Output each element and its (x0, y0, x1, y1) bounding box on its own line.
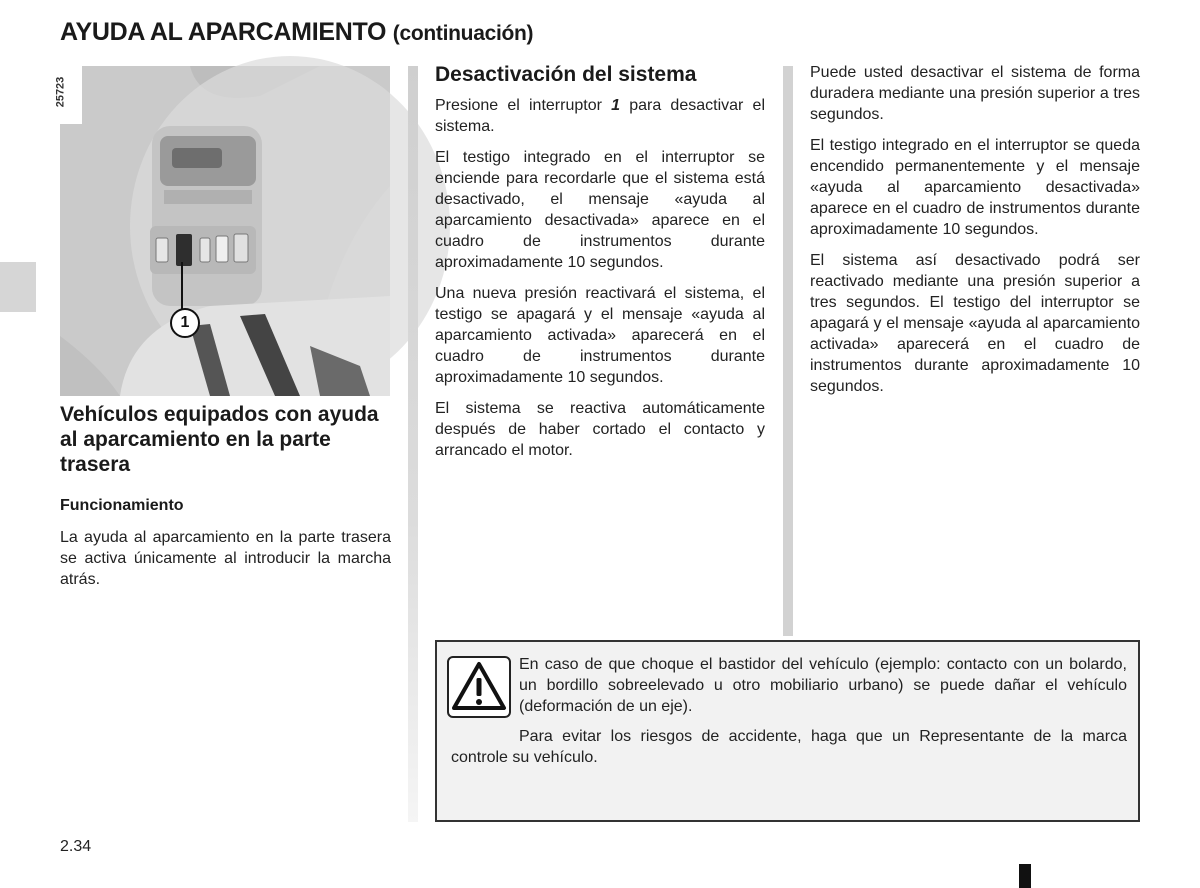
middle-column (435, 62, 765, 471)
page-number: 2.34 (60, 838, 92, 855)
paragraph-deactivation-3: Una nueva presión reactivará el sistema, el testigo se apagará y el mensaje «ayuda al aparcamiento activada» aparecerá en el cuadro de instrumentos durante aproximadamente 10 segundos. (435, 285, 765, 386)
page-title (60, 18, 533, 47)
column-divider (783, 66, 793, 636)
section-heading-rear-parking: Vehículos equipados con ayuda al aparcamiento en la parte trasera (60, 403, 379, 476)
paragraph-deactivation-1: Presione el interruptor 1 para desactivar el sistema. (435, 97, 765, 135)
subheading-funcionamiento: Funcionamiento (60, 497, 184, 514)
page-title-main: AYUDA AL APARCAMIENTO (60, 18, 387, 46)
left-column (60, 402, 391, 600)
paragraph-permanent-2: El testigo integrado en el interruptor se queda encendido permanentemente y el mensaje «ayuda al aparcamiento desactivada» aparece en el cuadro de instrumentos durante aproximadamente 10 segundos. (810, 137, 1140, 238)
paragraph-permanent-3: El sistema así desactivado podrá ser reactivado mediante una presión superior a tres segundos. El testigo del interruptor se apagará y el mensaje «ayuda al aparcamiento activada» aparecerá en el cuadro de instrumentos durante aproximadamente 10 segundos. (810, 252, 1140, 395)
paragraph-deactivation-4: El sistema se reactiva automáticamente después de haber cortado el contacto y arrancado el motor. (435, 400, 765, 459)
right-column (810, 62, 1140, 407)
warning-text-2: Para evitar los riesgos de accidente, haga que un Representante de la marca controle su vehículo. (451, 728, 1127, 766)
warning-text-1: En caso de que choque el bastidor del vehículo (ejemplo: contacto con un bolardo, un bordillo sobreelevado u otro mobiliario urbano) se puede dañar el vehículo (deformación de un eje). (519, 656, 1127, 715)
page-title-suffix: (continuación) (392, 22, 534, 45)
switch-reference: 1 (611, 97, 621, 114)
column-divider (408, 66, 418, 822)
warning-box (435, 640, 1140, 822)
corner-mark (1019, 864, 1031, 888)
figure-code-label: 25723 (60, 66, 82, 124)
section-tab-marker (0, 262, 36, 312)
dashboard-illustration (60, 66, 390, 396)
paragraph-funcionamiento: La ayuda al aparcamiento en la parte trasera se activa únicamente al introducir la marcha atrás. (60, 529, 391, 588)
paragraph-deactivation-2: El testigo integrado en el interruptor se enciende para recordarle que el sistema está desactivado, el mensaje «ayuda al aparcamiento desactivada» aparece en el cuadro de instrumentos durante aproximadamente 10 segundos. (435, 149, 765, 271)
dashboard-switch-figure (54, 66, 390, 396)
paragraph-permanent-1: Puede usted desactivar el sistema de forma duradera mediante una presión superior a tres segundos. (810, 64, 1140, 123)
warning-triangle-icon (447, 656, 511, 718)
section-heading-deactivation: Desactivación del sistema (435, 63, 697, 86)
callout-marker: 1 (170, 308, 200, 338)
